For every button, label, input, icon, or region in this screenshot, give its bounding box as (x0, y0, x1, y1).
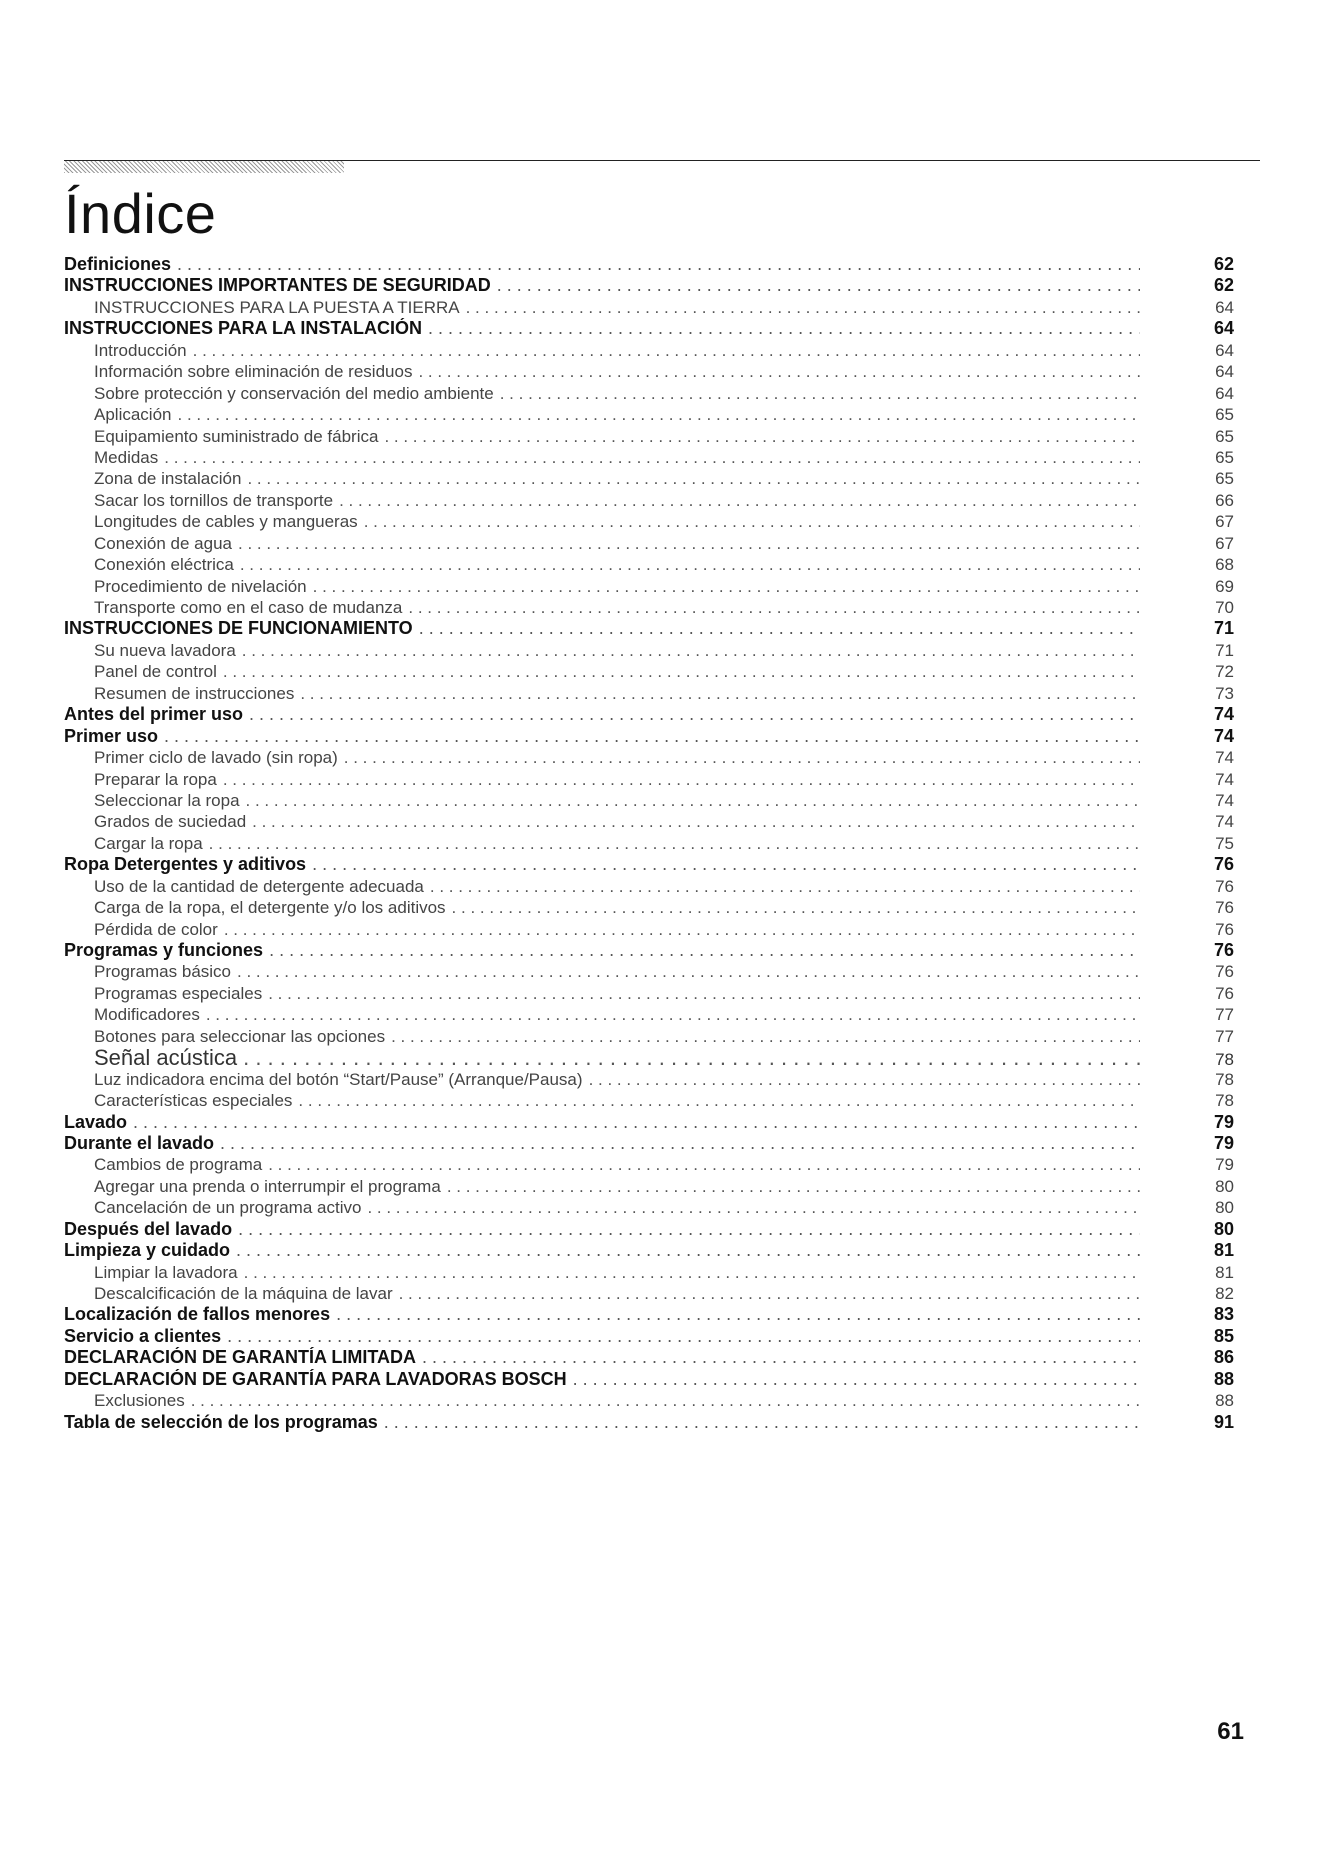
toc-entry[interactable] (64, 275, 1234, 296)
toc-entry-page: 64 (1215, 297, 1234, 317)
toc-dot-leader (384, 426, 1140, 447)
toc-dot-leader (422, 1347, 1140, 1368)
toc-entry[interactable] (64, 404, 1234, 425)
toc-entry-page: 67 (1215, 512, 1234, 532)
toc-entry-page: 62 (1213, 275, 1234, 296)
toc-entry-title: Panel de control (94, 662, 217, 682)
toc-entry-title: Después del lavado (64, 1218, 233, 1239)
toc-entry-title: INSTRUCCIONES PARA LA INSTALACIÓN (64, 318, 422, 339)
table-of-contents (64, 254, 1234, 1433)
toc-entry[interactable] (64, 426, 1234, 447)
toc-entry[interactable] (64, 1197, 1234, 1218)
toc-entry-title: Antes del primer uso (64, 704, 244, 725)
toc-entry[interactable] (64, 576, 1234, 597)
toc-entry-title: Preparar la ropa (94, 769, 217, 789)
toc-entry[interactable] (64, 1026, 1234, 1047)
toc-entry-title: Cancelación de un programa activo (94, 1198, 362, 1218)
toc-entry-title: Primer ciclo de lavado (sin ropa) (94, 748, 338, 768)
toc-entry-page: 75 (1215, 833, 1234, 853)
toc-entry-title: Señal acústica (94, 1047, 238, 1069)
toc-entry-title: Ropa Detergentes y aditivos (64, 854, 307, 875)
toc-entry-title: Programas básico (94, 962, 232, 982)
toc-entry-page: 64 (1215, 383, 1234, 403)
toc-entry[interactable] (64, 1369, 1234, 1390)
toc-entry-title: Servicio a clientes (64, 1325, 222, 1346)
toc-entry[interactable] (64, 554, 1234, 575)
toc-entry-title: INSTRUCCIONES PARA LA PUESTA A TIERRA (94, 297, 460, 317)
toc-dot-leader (364, 511, 1140, 532)
toc-dot-leader (336, 1304, 1140, 1325)
toc-entry[interactable] (64, 854, 1234, 875)
toc-entry-title: Agregar una prenda o interrumpir el programa (94, 1176, 441, 1196)
toc-entry[interactable] (64, 769, 1234, 790)
toc-dot-leader (419, 618, 1140, 639)
toc-entry-title: Aplicación (94, 405, 172, 425)
toc-entry-page: 76 (1215, 919, 1234, 939)
toc-entry-title: Longitudes de cables y mangueras (94, 512, 358, 532)
toc-dot-leader (238, 533, 1140, 554)
toc-entry[interactable] (64, 597, 1234, 618)
toc-entry-page: 91 (1213, 1411, 1234, 1432)
toc-entry-page: 76 (1215, 962, 1234, 982)
toc-entry[interactable] (64, 919, 1234, 940)
toc-dot-leader (466, 297, 1140, 318)
toc-dot-leader (430, 876, 1140, 897)
toc-entry-title: Exclusiones (94, 1391, 185, 1411)
toc-dot-leader (268, 1154, 1140, 1175)
toc-dot-leader (164, 726, 1140, 747)
toc-dot-leader (164, 447, 1140, 468)
toc-entry-page: 74 (1215, 812, 1234, 832)
toc-entry-title: Primer uso (64, 725, 159, 746)
toc-dot-leader (223, 769, 1140, 790)
toc-dot-leader (240, 554, 1140, 575)
toc-entry-title: Cambios de programa (94, 1155, 263, 1175)
toc-entry-title: Pérdida de color (94, 919, 218, 939)
toc-dot-leader (242, 640, 1140, 661)
toc-entry-page: 80 (1215, 1198, 1234, 1218)
toc-entry[interactable] (64, 533, 1234, 554)
toc-entry-page: 78 (1215, 1091, 1234, 1111)
toc-entry[interactable] (64, 1390, 1234, 1411)
toc-entry-title: Procedimiento de nivelación (94, 576, 307, 596)
toc-dot-leader (300, 683, 1140, 704)
toc-entry-title: Modificadores (94, 1005, 200, 1025)
header-pattern-bar (64, 161, 344, 173)
toc-entry[interactable] (64, 318, 1234, 339)
toc-entry-page: 70 (1215, 598, 1234, 617)
toc-dot-leader (339, 490, 1140, 511)
toc-entry[interactable] (64, 1069, 1234, 1090)
toc-entry-title: DECLARACIÓN DE GARANTÍA LIMITADA (64, 1347, 416, 1368)
toc-entry-page: 79 (1215, 1155, 1234, 1175)
toc-entry-page: 81 (1215, 1262, 1234, 1282)
toc-entry-title: Limpieza y cuidado (64, 1240, 231, 1261)
toc-entry-title: Lavado (64, 1111, 128, 1132)
toc-entry-page: 65 (1215, 469, 1234, 489)
toc-dot-leader (344, 747, 1140, 768)
toc-dot-leader (428, 318, 1140, 339)
toc-entry[interactable] (64, 1283, 1234, 1304)
toc-entry[interactable] (64, 383, 1234, 404)
toc-dot-leader (236, 1240, 1140, 1261)
toc-entry-title: Localización de fallos menores (64, 1304, 331, 1325)
toc-dot-leader (447, 1176, 1140, 1197)
toc-entry[interactable] (64, 1154, 1234, 1175)
toc-entry-page: 71 (1213, 618, 1234, 639)
toc-entry-title: Durante el lavado (64, 1132, 215, 1153)
toc-dot-leader (500, 383, 1140, 404)
toc-entry-page: 74 (1213, 704, 1234, 725)
toc-entry[interactable] (64, 1004, 1234, 1025)
toc-entry-page: 77 (1215, 1005, 1234, 1025)
toc-entry-page: 69 (1215, 576, 1234, 596)
toc-entry-page: 88 (1213, 1368, 1234, 1389)
toc-entry-page: 64 (1213, 318, 1234, 339)
toc-entry-page: 62 (1213, 254, 1234, 274)
toc-entry[interactable] (64, 1412, 1234, 1433)
toc-dot-leader (133, 1112, 1140, 1133)
toc-entry-title: INSTRUCCIONES DE FUNCIONAMIENTO (64, 618, 413, 639)
toc-dot-leader (227, 1326, 1140, 1347)
toc-entry[interactable] (64, 704, 1234, 725)
toc-entry-page: 72 (1215, 662, 1234, 682)
toc-entry[interactable] (64, 790, 1234, 811)
toc-entry-title: Características especiales (94, 1091, 293, 1111)
toc-entry-title: Sobre protección y conservación del medio ambiente (94, 383, 494, 403)
toc-entry-page: 76 (1215, 983, 1234, 1003)
toc-entry-title: Seleccionar la ropa (94, 790, 240, 810)
toc-entry-title: INSTRUCCIONES IMPORTANTES DE SEGURIDAD (64, 275, 491, 296)
toc-entry-page: 79 (1213, 1132, 1234, 1153)
toc-entry[interactable] (64, 297, 1234, 318)
toc-entry[interactable] (64, 618, 1234, 639)
toc-entry-title: Su nueva lavadora (94, 640, 236, 660)
toc-entry[interactable] (64, 1112, 1234, 1133)
toc-entry-page: 68 (1215, 555, 1234, 575)
toc-entry-page: 74 (1213, 725, 1234, 746)
toc-dot-leader (244, 1262, 1140, 1283)
toc-entry[interactable] (64, 1347, 1234, 1368)
toc-dot-leader (237, 961, 1140, 982)
toc-dot-leader (191, 1390, 1140, 1411)
toc-entry[interactable] (64, 468, 1234, 489)
toc-entry[interactable] (64, 1047, 1234, 1068)
toc-entry-page: 79 (1213, 1111, 1234, 1132)
toc-dot-leader (177, 254, 1140, 275)
toc-entry-title: Cargar la ropa (94, 833, 203, 853)
toc-entry[interactable] (64, 1304, 1234, 1325)
toc-entry-page: 77 (1215, 1026, 1234, 1046)
toc-entry-page: 67 (1215, 533, 1234, 553)
toc-entry-title: Limpiar la lavadora (94, 1262, 238, 1282)
toc-dot-leader (238, 1219, 1140, 1240)
toc-entry[interactable] (64, 447, 1234, 468)
toc-dot-leader (573, 1369, 1140, 1390)
toc-entry-page: 65 (1215, 426, 1234, 446)
toc-entry[interactable] (64, 361, 1234, 382)
toc-entry[interactable] (64, 1219, 1234, 1240)
toc-entry-title: Grados de suciedad (94, 812, 247, 832)
toc-entry[interactable] (64, 683, 1234, 704)
toc-entry-page: 64 (1215, 362, 1234, 382)
toc-dot-leader (391, 1026, 1140, 1047)
toc-entry-page: 81 (1213, 1240, 1234, 1261)
toc-entry-title: Descalcificación de la máquina de lavar (94, 1284, 393, 1303)
toc-entry-title: Definiciones (64, 254, 172, 274)
toc-entry-page: 82 (1215, 1284, 1234, 1303)
toc-entry-title: Resumen de instrucciones (94, 683, 295, 703)
toc-entry-page: 76 (1213, 940, 1234, 960)
toc-entry[interactable] (64, 1326, 1234, 1347)
toc-entry-title: Carga de la ropa, el detergente y/o los aditivos (94, 898, 446, 918)
toc-entry-title: DECLARACIÓN DE GARANTÍA PARA LAVADORAS BOSCH (64, 1368, 567, 1389)
toc-dot-leader (384, 1412, 1140, 1433)
toc-entry-title: Equipamiento suministrado de fábrica (94, 426, 379, 446)
toc-dot-leader (178, 404, 1141, 425)
toc-entry-page: 78 (1215, 1069, 1234, 1089)
toc-dot-leader (246, 790, 1140, 811)
toc-entry-page: 80 (1213, 1218, 1234, 1239)
toc-entry-page: 74 (1215, 790, 1234, 810)
toc-entry-title: Conexión de agua (94, 533, 233, 553)
toc-entry[interactable] (64, 1090, 1234, 1111)
toc-entry-title: Conexión eléctrica (94, 555, 234, 575)
toc-entry-page: 86 (1213, 1347, 1234, 1368)
toc-dot-leader (497, 275, 1140, 296)
toc-entry[interactable] (64, 1133, 1234, 1154)
toc-dot-leader (313, 576, 1140, 597)
toc-entry-page: 80 (1215, 1176, 1234, 1196)
toc-dot-leader (268, 983, 1140, 1004)
toc-entry[interactable] (64, 1176, 1234, 1197)
toc-dot-leader (223, 661, 1140, 682)
toc-entry-page: 88 (1215, 1391, 1234, 1411)
toc-entry-page: 74 (1215, 769, 1234, 789)
toc-dot-leader (206, 1004, 1140, 1025)
toc-entry-title: Tabla de selección de los programas (64, 1411, 378, 1432)
toc-entry-title: Información sobre eliminación de residuos (94, 362, 413, 382)
toc-entry[interactable] (64, 640, 1234, 661)
toc-entry-title: Zona de instalación (94, 469, 242, 489)
toc-entry-title: Medidas (94, 447, 159, 467)
toc-dot-leader (399, 1283, 1140, 1304)
toc-entry-title: Transporte como en el caso de mudanza (94, 598, 403, 617)
toc-entry-page: 78 (1215, 1050, 1234, 1069)
toc-entry-page: 74 (1215, 748, 1234, 768)
toc-entry-page: 64 (1215, 340, 1234, 360)
toc-dot-leader (209, 833, 1140, 854)
toc-entry[interactable] (64, 876, 1234, 897)
toc-dot-leader (220, 1133, 1140, 1154)
toc-entry[interactable] (64, 833, 1234, 854)
toc-dot-leader (193, 340, 1140, 361)
toc-entry-title: Uso de la cantidad de detergente adecuada (94, 876, 424, 896)
toc-entry-title: Luz indicadora encima del botón “Start/Pause” (Arranque/Pausa) (94, 1069, 583, 1089)
toc-entry-title: Botones para seleccionar las opciones (94, 1026, 386, 1046)
toc-entry-page: 65 (1215, 447, 1234, 467)
toc-entry[interactable] (64, 897, 1234, 918)
toc-dot-leader (224, 919, 1140, 940)
toc-dot-leader (298, 1090, 1140, 1111)
toc-entry[interactable] (64, 961, 1234, 982)
toc-entry[interactable] (64, 1262, 1234, 1283)
toc-entry[interactable] (64, 340, 1234, 361)
toc-entry[interactable] (64, 983, 1234, 1004)
toc-entry[interactable] (64, 726, 1234, 747)
toc-dot-leader (252, 811, 1140, 832)
toc-entry[interactable] (64, 661, 1234, 682)
toc-dot-leader (367, 1197, 1140, 1218)
toc-entry-page: 76 (1213, 854, 1234, 875)
toc-entry-page: 66 (1215, 490, 1234, 510)
toc-dot-leader (247, 468, 1140, 489)
toc-dot-leader (408, 597, 1140, 618)
toc-entry-page: 85 (1213, 1325, 1234, 1346)
toc-dot-leader (452, 897, 1140, 918)
toc-entry[interactable] (64, 511, 1234, 532)
page-number: 61 (1217, 1718, 1244, 1745)
toc-entry-page: 71 (1215, 640, 1234, 660)
toc-entry[interactable] (64, 1240, 1234, 1261)
toc-entry-title: Introducción (94, 340, 187, 360)
toc-entry[interactable] (64, 490, 1234, 511)
toc-entry-page: 76 (1215, 876, 1234, 896)
toc-dot-leader (249, 704, 1140, 725)
toc-dot-leader (243, 1047, 1140, 1068)
toc-entry[interactable] (64, 747, 1234, 768)
toc-entry[interactable] (64, 940, 1234, 961)
toc-entry-page: 65 (1215, 405, 1234, 425)
toc-entry-page: 83 (1213, 1304, 1234, 1325)
page-title: Índice (64, 182, 217, 245)
toc-dot-leader (312, 854, 1140, 875)
toc-entry[interactable] (64, 811, 1234, 832)
toc-entry-title: Programas y funciones (64, 940, 264, 960)
toc-dot-leader (269, 940, 1140, 961)
toc-dot-leader (589, 1069, 1140, 1090)
toc-entry-page: 73 (1215, 683, 1234, 703)
toc-entry-page: 76 (1215, 898, 1234, 918)
toc-dot-leader (418, 361, 1140, 382)
toc-entry-title: Programas especiales (94, 983, 263, 1003)
toc-entry[interactable] (64, 254, 1234, 275)
toc-entry-title: Sacar los tornillos de transporte (94, 490, 334, 510)
